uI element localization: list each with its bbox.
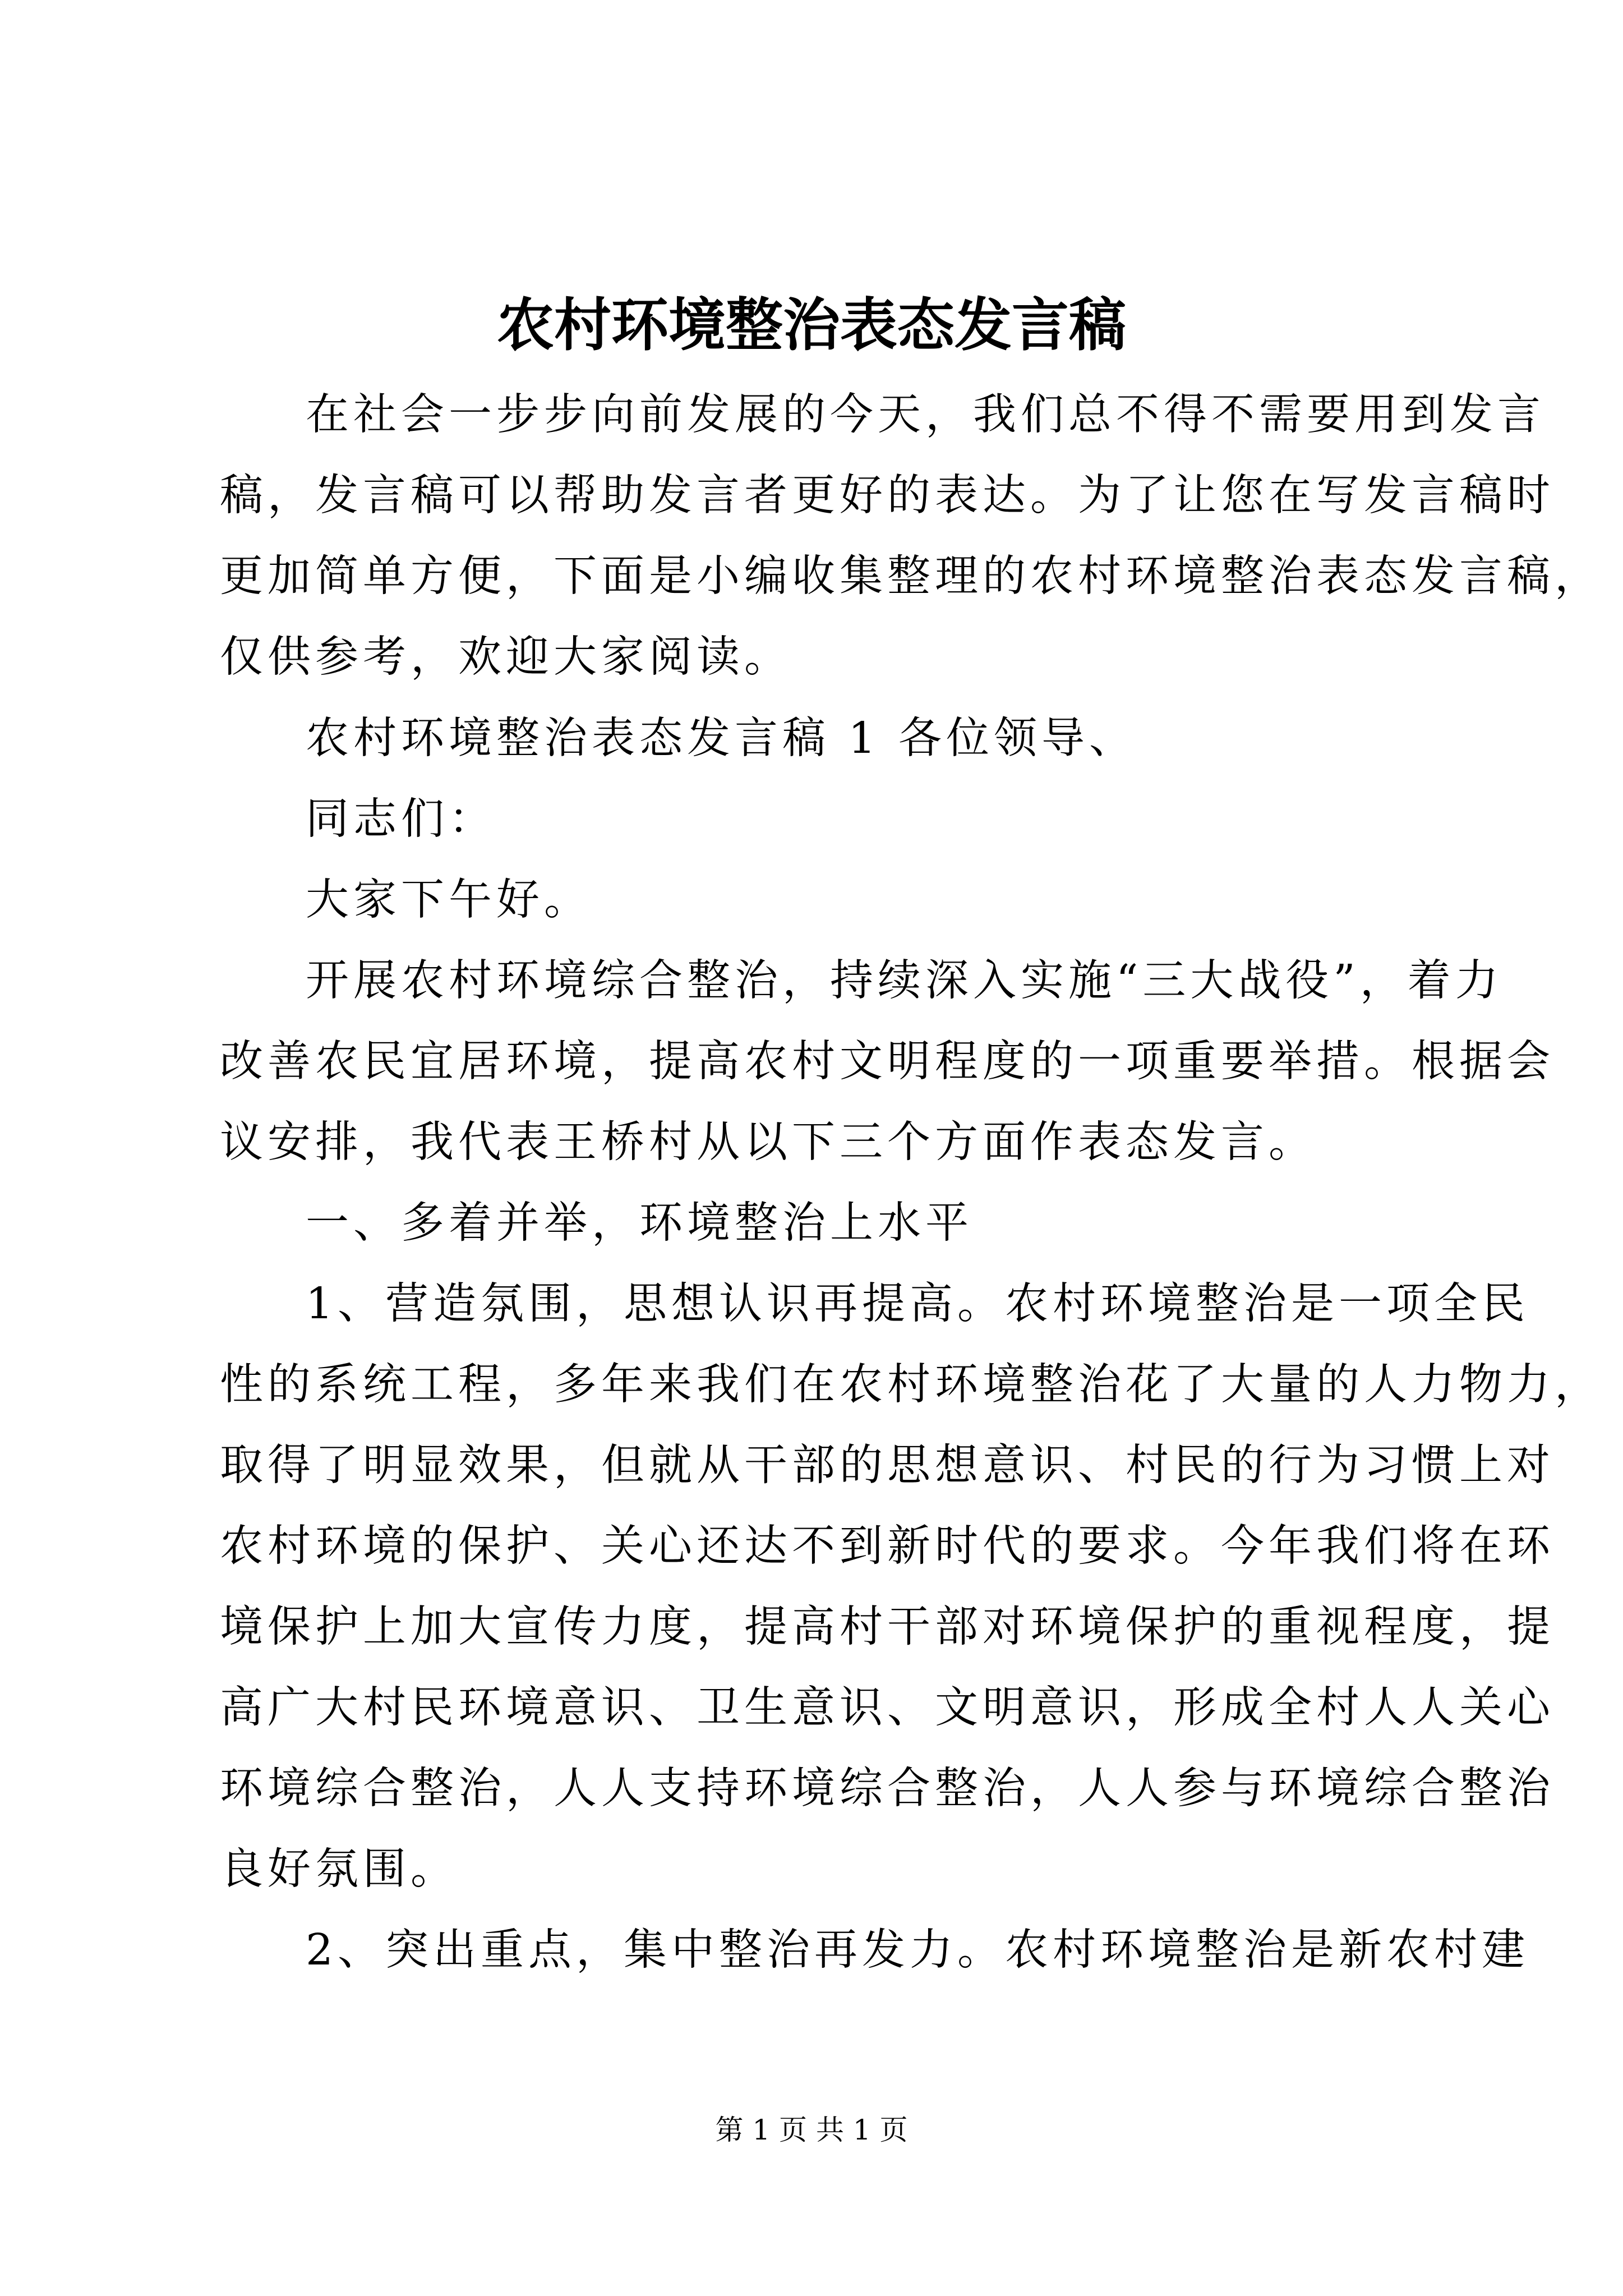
section-heading: 一、多着并举，环境整治上水平 bbox=[306, 1198, 973, 1248]
body-line: 稿，发言稿可以帮助发言者更好的表达。为了让您在写发言稿时 bbox=[220, 471, 1555, 521]
body-line: 境保护上加大宣传力度，提高村干部对环境保护的重视程度，提 bbox=[220, 1602, 1555, 1652]
body-line: 农村环境整治表态发言稿 1 各位领导、 bbox=[306, 714, 1137, 763]
body-line: 良好氛围。 bbox=[220, 1844, 458, 1894]
body-line: 2、突出重点，集中整治再发力。农村环境整治是新农村建 bbox=[306, 1925, 1529, 1975]
body-line: 在社会一步步向前发展的今天，我们总不得不需要用到发言 bbox=[306, 390, 1545, 440]
body-line: 取得了明显效果，但就从干部的思想意识、村民的行为习惯上对 bbox=[220, 1441, 1555, 1490]
body-line: 同志们： bbox=[306, 794, 496, 844]
body-line: 改善农民宜居环境，提高农村文明程度的一项重要举措。根据会 bbox=[220, 1037, 1555, 1087]
body-line: 开展农村环境综合整治，持续深入实施“三大战役”，着力 bbox=[306, 956, 1503, 1006]
page-footer: 第 1 页 共 1 页 bbox=[715, 2114, 908, 2146]
body-line: 更加简单方便，下面是小编收集整理的农村环境整治表态发言稿， bbox=[220, 551, 1602, 601]
body-line: 1、营造氛围，思想认识再提高。农村环境整治是一项全民 bbox=[306, 1279, 1529, 1329]
body-line: 高广大村民环境意识、卫生意识、文明意识，形成全村人人关心 bbox=[220, 1683, 1555, 1733]
body-line: 议安排，我代表王桥村从以下三个方面作表态发言。 bbox=[220, 1117, 1316, 1167]
body-line: 性的系统工程，多年来我们在农村环境整治花了大量的人力物力， bbox=[220, 1360, 1602, 1410]
body-line: 农村环境的保护、关心还达不到新时代的要求。今年我们将在环 bbox=[220, 1521, 1555, 1571]
body-line: 环境综合整治，人人支持环境综合整治，人人参与环境综合整治 bbox=[220, 1764, 1555, 1814]
body-line: 仅供参考，欢迎大家阅读。 bbox=[220, 632, 792, 682]
document-title: 农村环境整治表态发言稿 bbox=[497, 292, 1126, 359]
body-line: 大家下午好。 bbox=[306, 875, 592, 925]
